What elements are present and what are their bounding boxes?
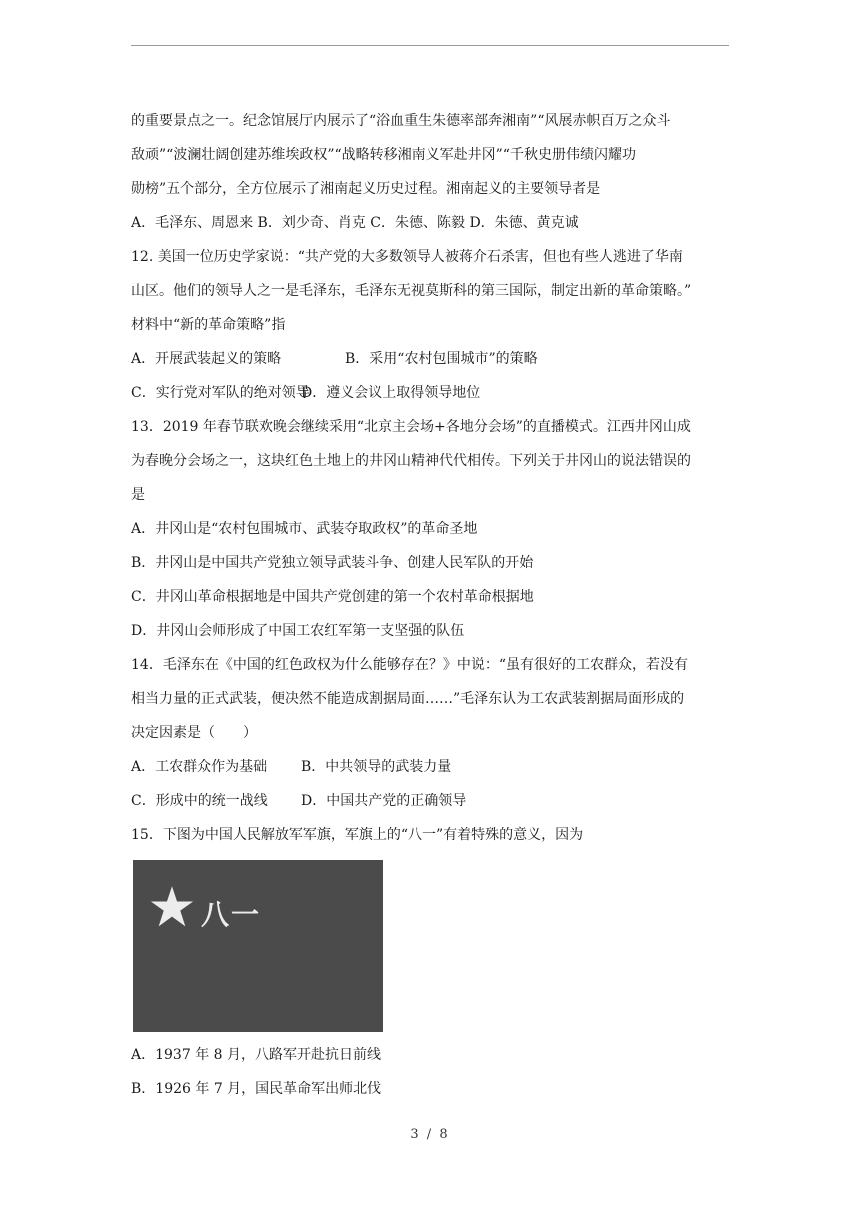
q11-stem-line: 勋榜”五个部分，全方位展示了湘南起义历史过程。湘南起义的主要领导者是: [131, 181, 601, 197]
pla-flag-image: [133, 860, 383, 1032]
star-icon: [149, 884, 195, 930]
q13-option-a: A．井冈山是“农村包围城市、武装夺取政权”的革命圣地: [131, 521, 478, 537]
q12-stem-line: 材料中“新的革命策略”指: [131, 317, 286, 333]
q14-options-row-1: [131, 750, 731, 784]
q13-option-b: B．井冈山是中国共产党独立领导武装斗争、创建人民军队的开始: [131, 555, 534, 571]
document-body: [131, 104, 731, 1106]
q12-option-b: B．采用“农村包围城市”的策略: [345, 351, 538, 367]
header-rule: [131, 45, 729, 46]
q12-options-row-1: [131, 342, 731, 376]
q12-stem-line: 12. 美国一位历史学家说：“共产党的大多数领导人被蒋介石杀害，但也有些人逃进了华南: [131, 249, 683, 265]
q15-option-b: B．1926 年 7 月，国民革命军出师北伐: [131, 1081, 382, 1097]
q14-stem-line: 相当力量的正式武装，便决然不能造成割据局面……”毛泽东认为工农武装割据局面形成的: [131, 691, 685, 707]
q14-option-a: A．工农群众作为基础: [131, 759, 268, 775]
q13-stem-line: 是: [131, 487, 145, 503]
q13-stem-line: 为春晚分会场之一，这块红色土地上的井冈山精神代代相传。下列关于井冈山的说法错误的: [131, 453, 691, 469]
q15-option-a: A．1937 年 8 月，八路军开赴抗日前线: [131, 1047, 381, 1063]
flag-bayi-text: 八一: [201, 898, 262, 931]
q14-stem-line: 14．毛泽东在《中国的红色政权为什么能够存在？》中说：“虽有很好的工农群众，若没有: [131, 657, 688, 673]
q11-stem-line: 敌顽”“波澜壮阔创建苏维埃政权”“战略转移湘南义军赴井冈”“千秋史册伟绩闪耀功: [131, 147, 636, 163]
q14-option-c: C．形成中的统一战线: [131, 793, 268, 809]
q13-option-c: C．井冈山革命根据地是中国共产党创建的第一个农村革命根据地: [131, 589, 534, 605]
q14-option-b: B．中共领导的武装力量: [301, 759, 452, 775]
q14-options-row-2: [131, 784, 731, 818]
q11-stem-line: 的重要景点之一。纪念馆展厅内展示了“浴血重生朱德率部奔湘南”“风展赤帜百万之众斗: [131, 113, 671, 129]
q14-option-d: D．中国共产党的正确领导: [301, 793, 467, 809]
q15-stem: 15．下图为中国人民解放军军旗，军旗上的“八一”有着特殊的意义，因为: [131, 827, 584, 843]
q12-stem-line: 山区。他们的领导人之一是毛泽东，毛泽东无视莫斯科的第三国际，制定出新的革命策略。”: [131, 283, 692, 299]
q11-options: A．毛泽东、周恩来 B．刘少奇、肖克 C．朱德、陈毅 D．朱德、黄克诚: [131, 215, 579, 231]
q13-stem-line: 13．2019 年春节联欢晚会继续采用“北京主会场+各地分会场”的直播模式。江西井冈山成: [131, 419, 691, 435]
q12-option-c: C．实行党对军队的绝对领导: [131, 385, 310, 401]
q12-option-d: D．遵义会议上取得领导地位: [301, 385, 481, 401]
q12-option-a: A．开展武装起义的策略: [131, 351, 282, 367]
q13-option-d: D．井冈山会师形成了中国工农红军第一支坚强的队伍: [131, 623, 465, 639]
q14-stem-line: 决定因素是（ ）: [131, 725, 257, 741]
q12-options-row-2: [131, 376, 731, 410]
page-number: 3 / 8: [410, 1127, 450, 1142]
